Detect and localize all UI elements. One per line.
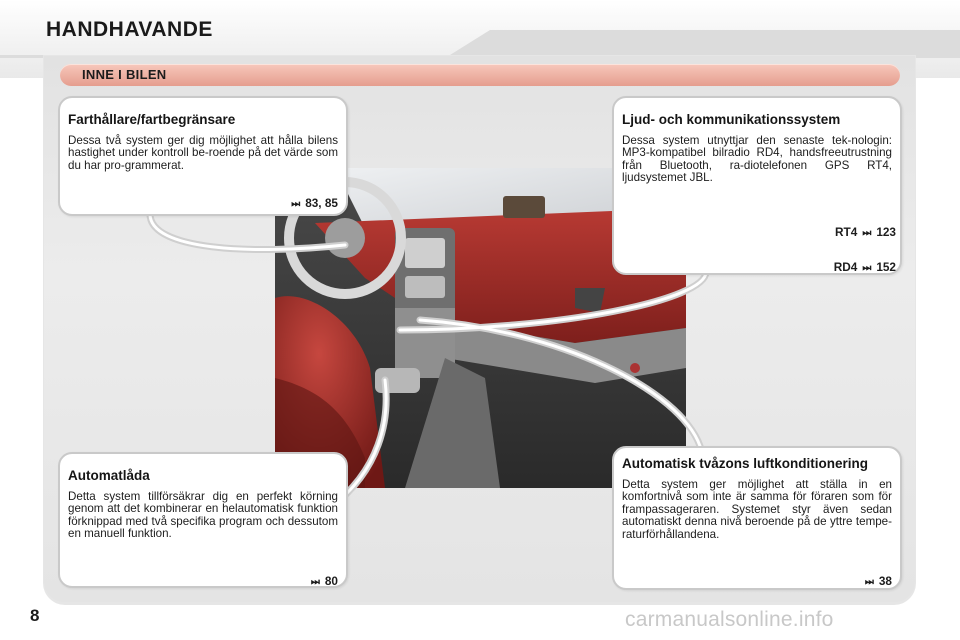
page-reference-rd4[interactable] bbox=[834, 260, 896, 274]
reference-label: RD4 bbox=[833, 260, 858, 274]
callout-text: Dessa system utnyttjar den senaste tek-nologin: MP3-kompatibel bilradio RD4, handsfreeutrustning från Bluetooth, ra-diotelefonen GPS RT4, ljudsystemet JBL. bbox=[622, 134, 892, 185]
page-heading: HANDHAVANDE bbox=[46, 18, 213, 41]
callout-automatic-gearbox bbox=[58, 452, 348, 588]
page-number: 8 bbox=[30, 606, 40, 625]
callout-climate-control bbox=[612, 446, 902, 590]
page-reference[interactable] bbox=[291, 196, 338, 210]
reference-pages: 80 bbox=[324, 574, 338, 588]
callout-title: Farthållare/fartbegränsare bbox=[68, 112, 236, 127]
callout-text: Detta system ger möjlighet att ställa in en komfortnivå som inte är samma för föraren som för frampassageraren. Systemet styr även sedan automatiskt denna nivå beroende på de yttre tempe-raturförhållandena. bbox=[622, 478, 892, 541]
page-reference[interactable] bbox=[311, 574, 338, 588]
page-reference[interactable] bbox=[865, 574, 892, 588]
skip-arrow-icon: ⏭ bbox=[862, 228, 872, 239]
callout-audio-system bbox=[612, 96, 902, 275]
reference-label: RT4 bbox=[835, 225, 858, 239]
callout-cruise-control bbox=[58, 96, 348, 216]
section-tab bbox=[60, 64, 900, 86]
callout-text: Dessa två system ger dig möjlighet att hålla bilens hastighet under kontroll be-roende på det värde som du har pro-grammerat. bbox=[68, 134, 338, 172]
callout-title: Automatisk tvåzons luftkonditionering bbox=[622, 456, 869, 471]
reference-pages: 38 bbox=[878, 574, 892, 588]
reference-pages: 123 bbox=[876, 225, 896, 239]
callout-title: Automatlåda bbox=[68, 468, 150, 483]
callout-title: Ljud- och kommunikationssystem bbox=[622, 112, 841, 127]
skip-arrow-icon: ⏭ bbox=[864, 577, 874, 588]
page-reference-rt4[interactable] bbox=[835, 225, 896, 239]
reference-pages: 83, 85 bbox=[305, 196, 338, 210]
reference-pages: 152 bbox=[876, 260, 896, 274]
callout-text: Detta system tillförsäkrar dig en perfekt körning genom att det kombinerar en helautomatisk funktion förknippad med två specifika program och dessutom en manuell funktion. bbox=[68, 490, 338, 541]
skip-arrow-icon: ⏭ bbox=[310, 577, 320, 588]
skip-arrow-icon: ⏭ bbox=[291, 199, 301, 210]
skip-arrow-icon: ⏭ bbox=[862, 263, 872, 274]
watermark: carmanualsonline.info bbox=[625, 608, 834, 631]
section-title: INNE I BILEN bbox=[82, 67, 167, 82]
